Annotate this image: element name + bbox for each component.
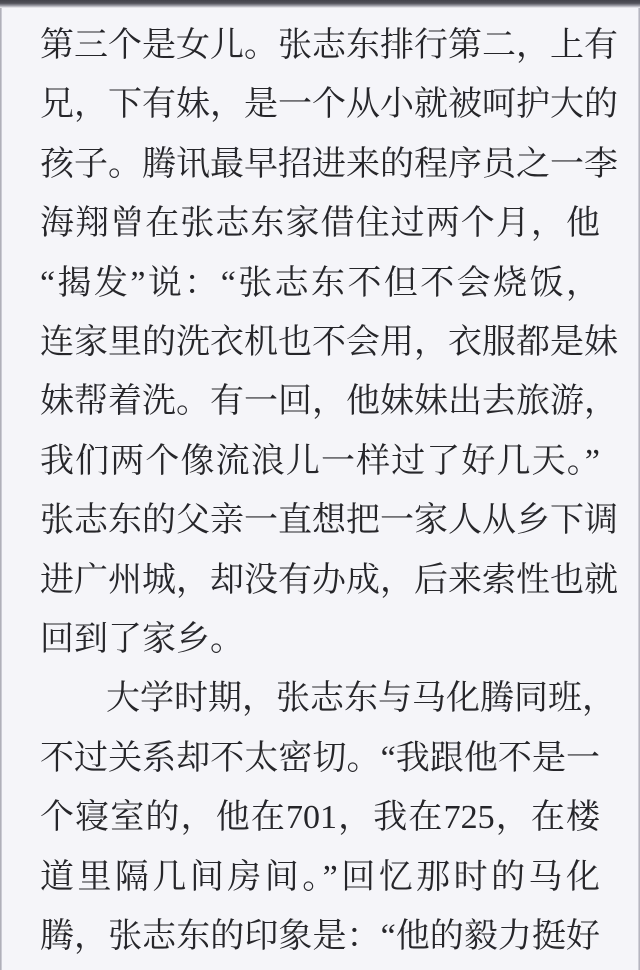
text-line: 回到了家乡。 <box>40 621 244 659</box>
text-line: 张志东的父亲一直想把一家人从乡下调 <box>40 502 618 540</box>
text-line: 不过关系却不太密切。“我跟他不是一 <box>40 739 600 777</box>
ebook-page[interactable] <box>0 8 640 967</box>
text-line: 第三个是女儿。张志东排行第二，上有 <box>40 27 618 64</box>
text-line: 孩子。腾讯最早招进来的程序员之一李 <box>40 145 618 183</box>
text-line: 个寝室的，他在701，我在725，在楼 <box>40 799 600 837</box>
text-line: 道里隔几间房间。”回忆那时的马化 <box>40 858 600 896</box>
text-line: 妹帮着洗。有一回，他妹妹出去旅游， <box>40 383 618 421</box>
text-line: 大学时期，张志东与马化腾同班， <box>106 680 616 718</box>
text-line: 海翔曾在张志东家借住过两个月，他 <box>40 205 600 243</box>
text-line: 我们两个像流浪儿一样过了好几天。” <box>40 442 600 480</box>
text-line: 腾，张志东的印象是：“他的毅力挺好 <box>40 918 600 956</box>
text-line: 进广州城，却没有办成，后来索性也就 <box>40 561 618 599</box>
text-line: 连家里的洗衣机也不会用，衣服都是妹 <box>40 324 618 362</box>
text-line: “揭发”说：“张志东不但不会烧饭， <box>40 264 600 302</box>
page-top-edge <box>0 0 640 8</box>
page-left-edge <box>0 0 2 970</box>
text-line: 兄，下有妹，是一个从小就被呵护大的 <box>40 86 618 124</box>
